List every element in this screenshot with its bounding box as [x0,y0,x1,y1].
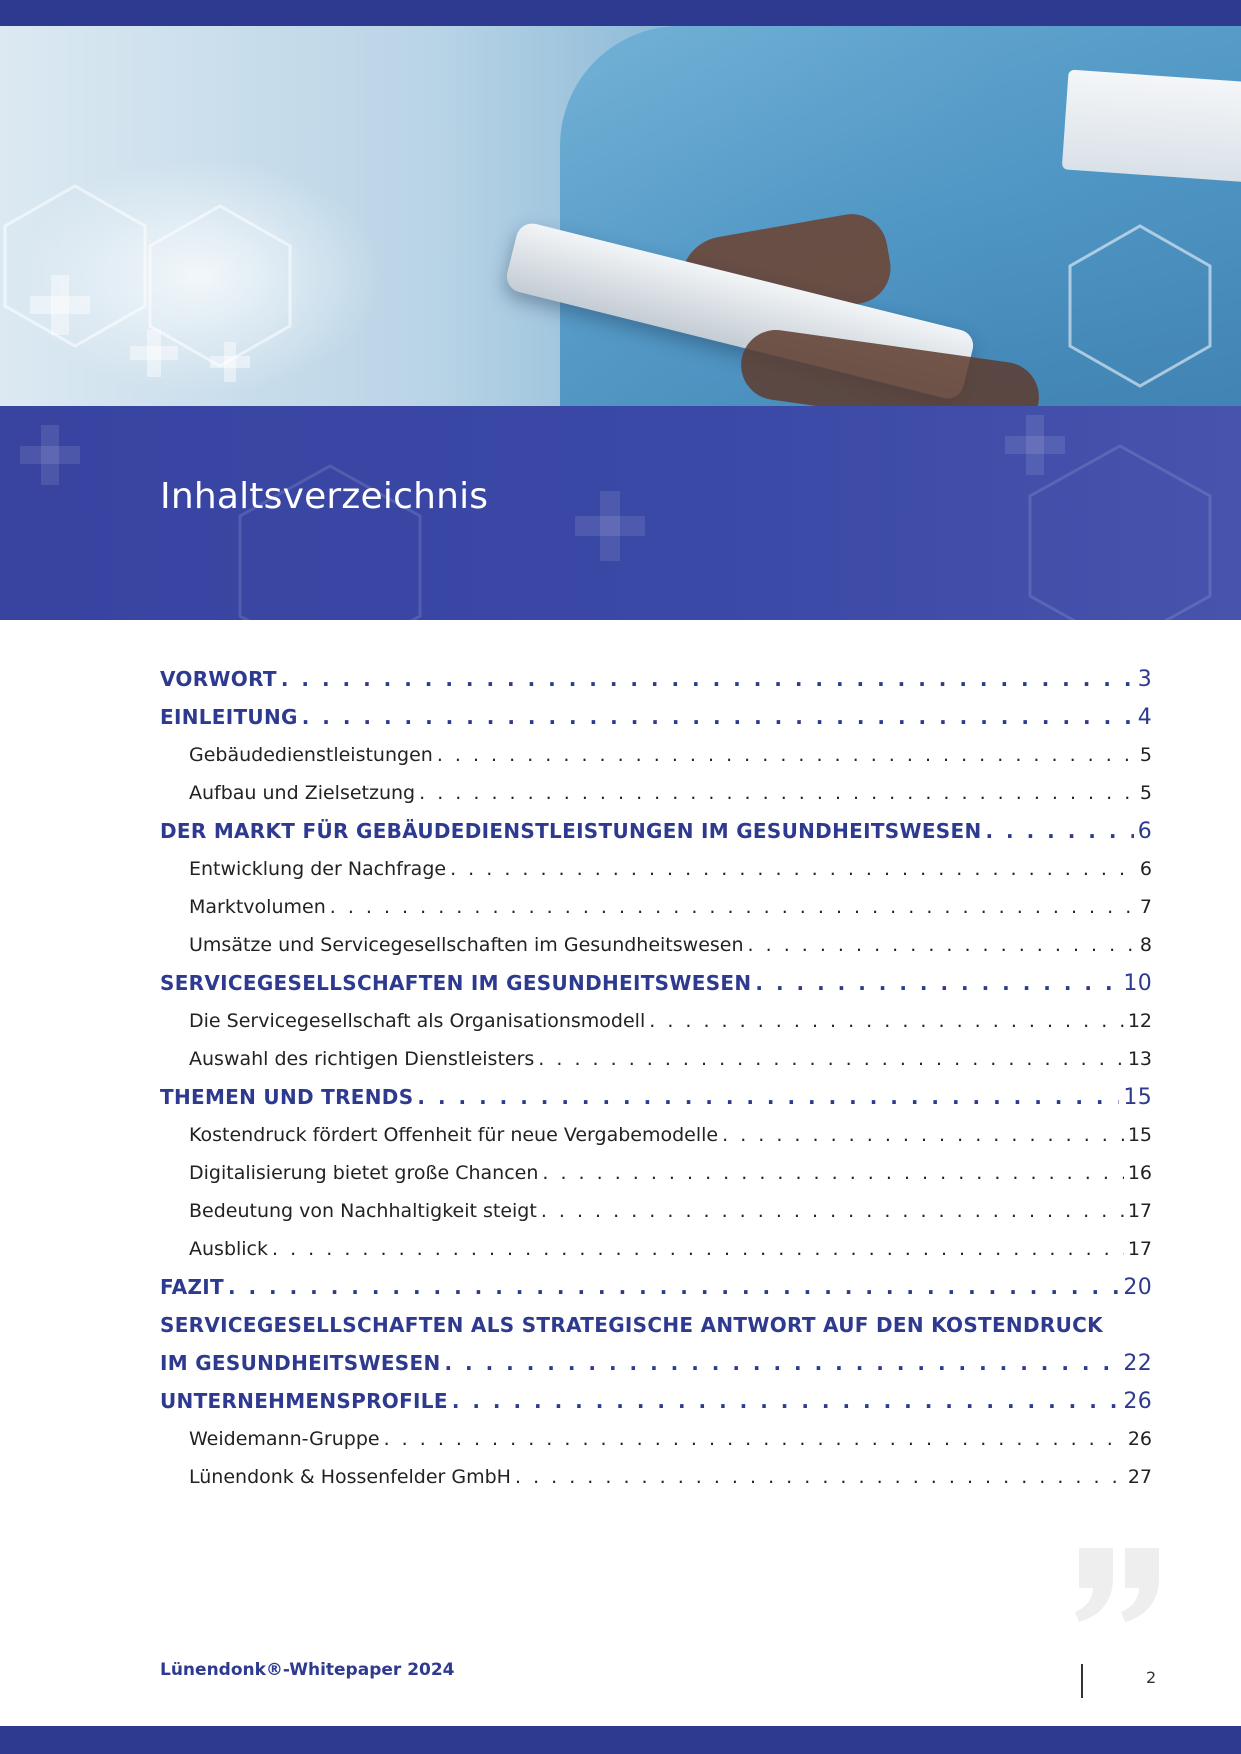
toc-entry-title: Bedeutung von Nachhaltigkeit steigt [189,1200,537,1222]
toc-entry-title: EINLEITUNG [160,705,298,729]
toc-dot-leader [986,819,1134,843]
toc-entry-page: 12 [1127,1010,1152,1032]
toc-entry-page: 13 [1127,1048,1152,1070]
toc-section-entry[interactable] [160,926,1152,964]
toc-chapter-entry[interactable] [160,698,1152,736]
toc-dot-leader [272,1238,1124,1260]
toc-dot-leader [515,1466,1124,1488]
toc-entry-title: Die Servicegesellschaft als Organisationsmodell [189,1010,646,1032]
title-band [0,406,1241,620]
bottom-brand-bar [0,1726,1241,1754]
toc-dot-leader [450,858,1136,880]
toc-entry-page: 7 [1139,896,1152,918]
toc-entry-page: 20 [1123,1274,1152,1300]
toc-entry-title: FAZIT [160,1275,224,1299]
toc-entry-page: 15 [1123,1084,1152,1110]
toc-dot-leader [542,1162,1123,1184]
toc-dot-leader [419,782,1136,804]
toc-dot-leader [649,1010,1124,1032]
toc-entry-page: 5 [1139,782,1152,804]
toc-dot-leader [748,934,1136,956]
toc-section-entry[interactable] [160,888,1152,926]
toc-entry-page: 6 [1137,818,1152,844]
toc-dot-leader [538,1048,1124,1070]
toc-entry-title: Digitalisierung bietet große Chancen [189,1162,539,1184]
toc-entry-page: 8 [1139,934,1152,956]
toc-entry-page: 5 [1139,744,1152,766]
toc-dot-leader [281,667,1134,691]
hero-image [0,26,1241,406]
top-brand-bar [0,0,1241,26]
toc-entry-title: Auswahl des richtigen Dienstleisters [189,1048,535,1070]
toc-dot-leader [417,1085,1119,1109]
table-of-contents [160,660,1152,1496]
toc-chapter-entry[interactable] [160,1344,1152,1382]
toc-entry-page: 6 [1139,858,1152,880]
toc-entry-title: Marktvolumen [189,896,326,918]
toc-entry-title: Lünendonk & Hossenfelder GmbH [189,1466,511,1488]
toc-entry-page: 3 [1137,666,1152,692]
toc-entry-title: Gebäudedienstleistungen [189,744,433,766]
toc-entry-title: SERVICEGESELLSCHAFTEN ALS STRATEGISCHE ANTWORT AUF DEN KOSTENDRUCK [160,1313,1103,1337]
toc-section-entry[interactable] [160,1230,1152,1268]
toc-entry-title: Ausblick [189,1238,269,1260]
toc-entry-title: Kostendruck fördert Offenheit für neue Vergabemodelle [189,1124,719,1146]
toc-section-entry[interactable] [160,1002,1152,1040]
toc-entry-title: THEMEN UND TRENDS [160,1085,414,1109]
toc-entry-title: Aufbau und Zielsetzung [189,782,416,804]
toc-entry-page: 22 [1123,1350,1152,1376]
toc-dot-leader [445,1351,1120,1375]
toc-dot-leader [755,971,1119,995]
toc-chapter-entry[interactable] [160,1382,1152,1420]
toc-entry-page: 26 [1123,1388,1152,1414]
quotation-mark-icon [1075,1540,1165,1630]
toc-entry-title: SERVICEGESELLSCHAFTEN IM GESUNDHEITSWESEN [160,971,752,995]
toc-entry-page: 27 [1127,1466,1152,1488]
toc-entry-title: UNTERNEHMENSPROFILE [160,1389,448,1413]
toc-chapter-entry[interactable] [160,964,1152,1002]
toc-dot-leader [437,744,1136,766]
toc-dot-leader [541,1200,1124,1222]
toc-entry-page: 17 [1127,1200,1152,1222]
toc-chapter-entry[interactable] [160,1268,1152,1306]
toc-dot-leader [722,1124,1124,1146]
toc-dot-leader [228,1275,1119,1299]
toc-dot-leader [330,896,1136,918]
toc-entry-page: 16 [1127,1162,1152,1184]
toc-entry-title: IM GESUNDHEITSWESEN [160,1351,441,1375]
toc-section-entry[interactable] [160,1192,1152,1230]
page-title: Inhaltsverzeichnis [160,476,489,517]
toc-section-entry[interactable] [160,1458,1152,1496]
toc-chapter-entry[interactable] [160,1078,1152,1116]
toc-entry-page: 26 [1127,1428,1152,1450]
toc-entry-page: 4 [1137,704,1152,730]
toc-section-entry[interactable] [160,850,1152,888]
footer-divider [1081,1664,1083,1698]
toc-entry-page: 15 [1127,1124,1152,1146]
toc-entry-title: VORWORT [160,667,277,691]
toc-entry-title: Umsätze und Servicegesellschaften im Gesundheitswesen [189,934,744,956]
toc-chapter-entry[interactable] [160,660,1152,698]
toc-dot-leader [452,1389,1120,1413]
toc-entry-page: 17 [1127,1238,1152,1260]
toc-section-entry[interactable] [160,1040,1152,1078]
toc-entry-page: 10 [1123,970,1152,996]
toc-chapter-entry[interactable] [160,1306,1152,1344]
toc-chapter-entry[interactable] [160,812,1152,850]
toc-dot-leader [384,1428,1124,1450]
footer-publication: Lünendonk®-Whitepaper 2024 [160,1660,455,1680]
toc-dot-leader [302,705,1134,729]
toc-entry-title: Entwicklung der Nachfrage [189,858,447,880]
hero-hexagon-pattern [0,26,1241,406]
toc-section-entry[interactable] [160,1420,1152,1458]
toc-section-entry[interactable] [160,1154,1152,1192]
page-number: 2 [1146,1668,1157,1687]
toc-section-entry[interactable] [160,774,1152,812]
toc-entry-title: Weidemann-Gruppe [189,1428,380,1450]
toc-entry-title: DER MARKT FÜR GEBÄUDEDIENSTLEISTUNGEN IM GESUNDHEITSWESEN [160,819,982,843]
toc-section-entry[interactable] [160,1116,1152,1154]
toc-section-entry[interactable] [160,736,1152,774]
